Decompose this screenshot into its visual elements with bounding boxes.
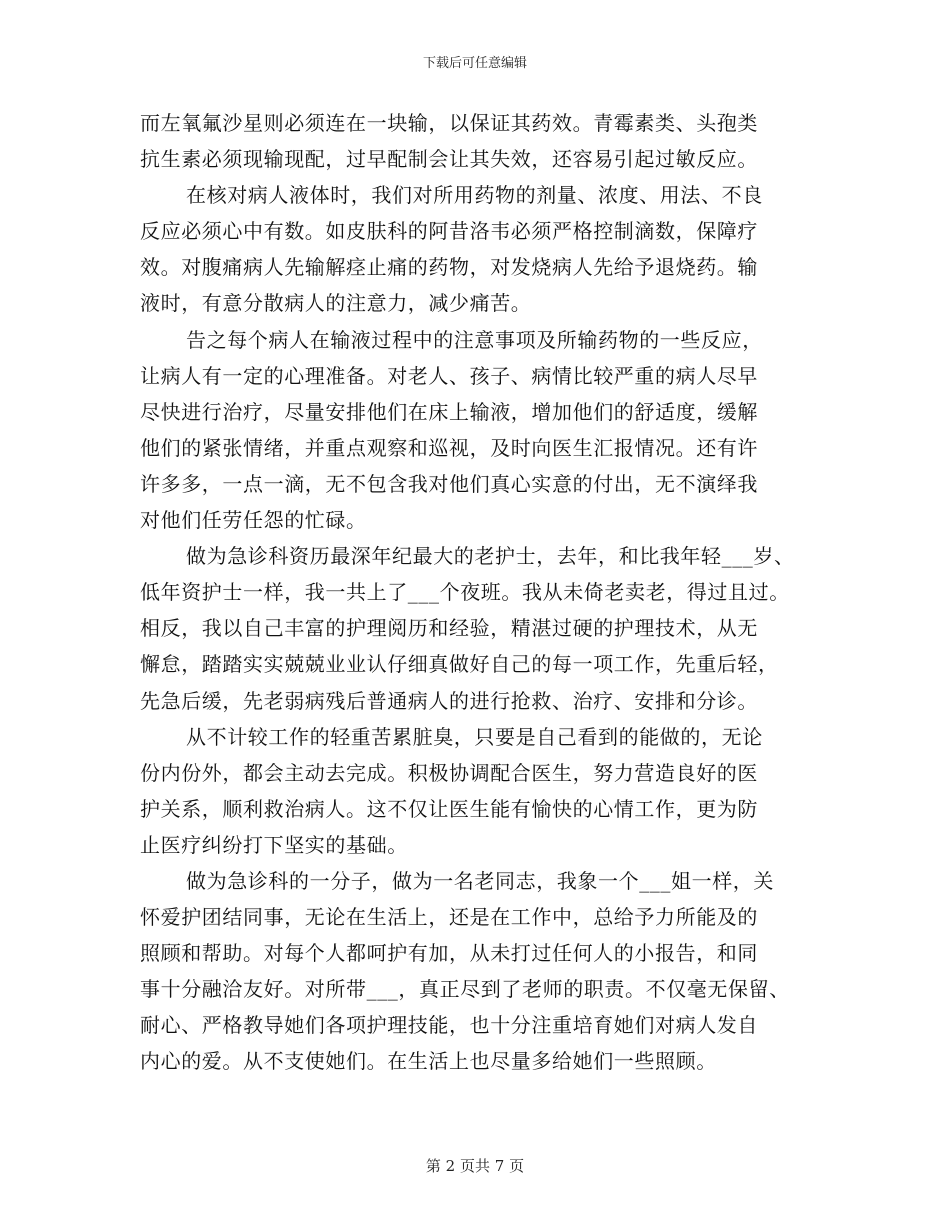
text-line: 护关系，顺利救治病人。这不仅让医生能有愉快的心情工作，更为防 <box>140 796 758 821</box>
page-number: 第 2 页共 7 页 <box>425 1157 525 1175</box>
paragraph-first-line: 告之每个病人在输液过程中的注意事项及所输药物的一些反应， <box>186 327 763 352</box>
text-line: 怀爱护团结同事，无论在生活上，还是在工作中，总给予力所能及的 <box>140 905 758 930</box>
document-body <box>140 105 810 1080</box>
text-line: 而左氧氟沙星则必须连在一块输，以保证其药效。青霉素类、头孢类 <box>140 111 758 135</box>
text-line: 对他们任劳任怨的忙碌。 <box>140 508 367 533</box>
text-line: 尽快进行治疗，尽量安排他们在床上输液，增加他们的舒适度，缓解 <box>140 399 758 424</box>
text-line: 低年资护士一样，我一共上了___个夜班。我从未倚老卖老，得过且过。 <box>140 580 790 605</box>
text-line: 先急后缓，先老弱病残后普通病人的进行抢救、治疗、安排和分诊。 <box>140 688 758 713</box>
text-line: 让病人有一定的心理准备。对老人、孩子、病情比较严重的病人尽早 <box>140 363 758 388</box>
text-line: 抗生素必须现输现配，过早配制会让其失效，还容易引起过敏反应。 <box>140 147 758 172</box>
text-line: 照顾和帮助。对每个人都呵护有加，从未打过任何人的小报告，和同 <box>140 941 758 966</box>
paragraph-first-line: 在核对病人液体时，我们对所用药物的剂量、浓度、用法、不良 <box>186 183 763 208</box>
text-line: 效。对腹痛病人先输解痉止痛的药物，对发烧病人先给予退烧药。输 <box>140 255 758 280</box>
text-line: 相反，我以自己丰富的护理阅历和经验，精湛过硬的护理技术，从无 <box>140 616 758 641</box>
text-line: 许多多，一点一滴，无不包含我对他们真心实意的付出，无不演绎我 <box>140 471 758 496</box>
text-line: 反应必须心中有数。如皮肤科的阿昔洛韦必须严格控制滴数，保障疗 <box>140 219 758 244</box>
paragraph-first-line: 从不计较工作的轻重苦累脏臭，只要是自己看到的能做的，无论 <box>186 724 763 749</box>
paragraph-first-line: 做为急诊科资历最深年纪最大的老护士，去年，和比我年轻___岁、 <box>186 544 795 569</box>
text-line: 懈怠，踏踏实实兢兢业业认仔细真做好自己的每一项工作，先重后轻， <box>140 652 779 677</box>
text-line: 止医疗纠纷打下坚实的基础。 <box>140 832 408 857</box>
text-line: 耐心、严格教导她们各项护理技能，也十分注重培育她们对病人发自 <box>140 1013 758 1038</box>
paragraph-first-line: 做为急诊科的一分子，做为一名老同志，我象一个___姐一样，关 <box>186 868 774 893</box>
page-header: 下载后可任意编辑 <box>422 56 527 71</box>
text-line: 他们的紧张情绪，并重点观察和巡视，及时向医生汇报情况。还有许 <box>140 435 758 460</box>
text-line: 事十分融洽友好。对所带___，真正尽到了老师的职责。不仅毫无保留、 <box>140 977 790 1002</box>
text-line: 液时，有意分散病人的注意力，减少痛苦。 <box>140 291 532 316</box>
text-line: 份内份外，都会主动去完成。积极协调配合医生，努力营造良好的医 <box>140 760 758 785</box>
text-line: 内心的爱。从不支使她们。在生活上也尽量多给她们一些照顾。 <box>140 1049 717 1074</box>
